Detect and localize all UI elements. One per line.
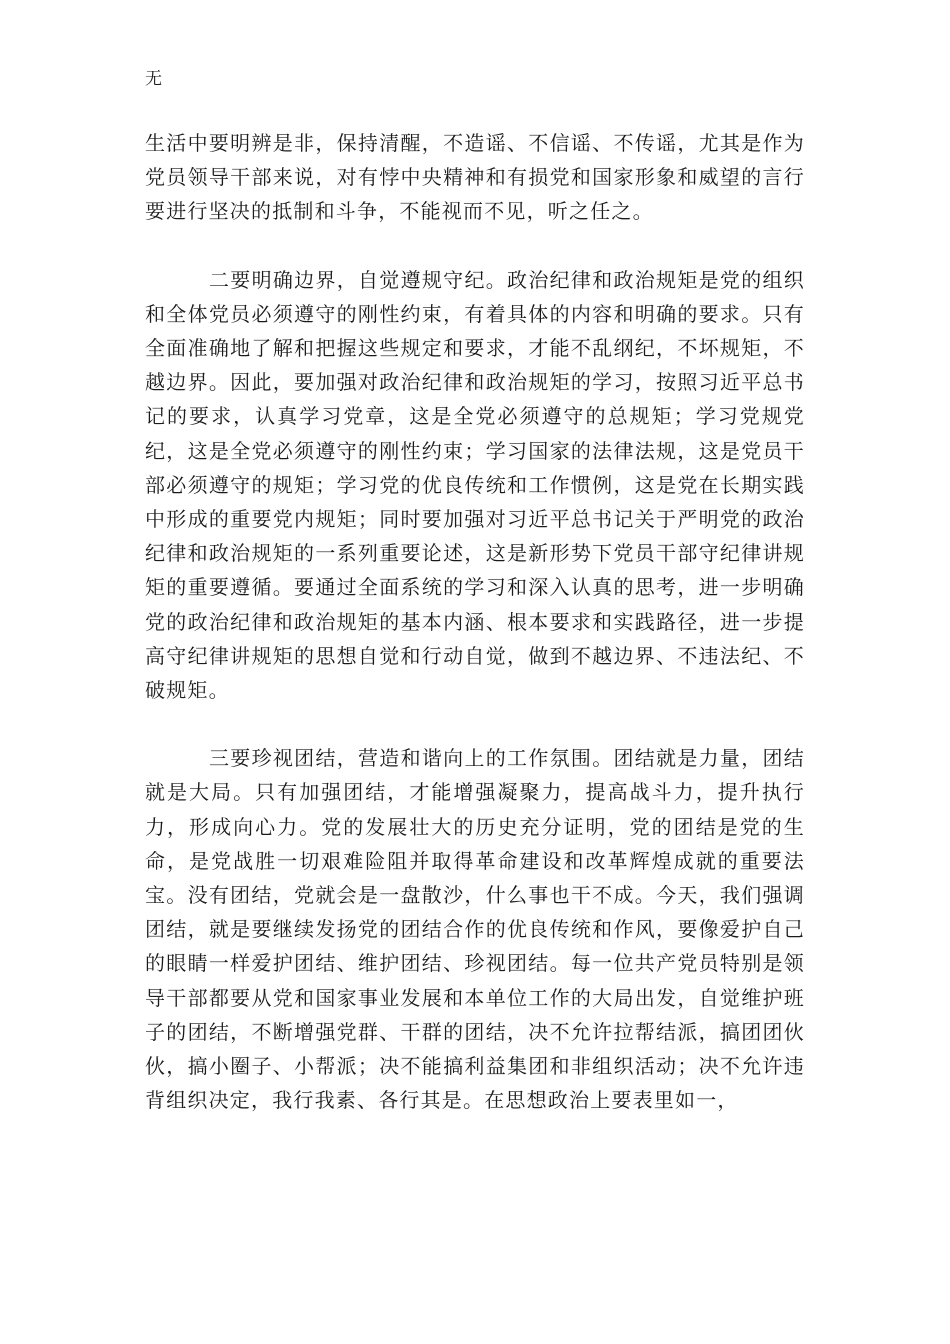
page-header: 无 [145, 69, 162, 89]
paragraph-1: 生活中要明辨是非，保持清醒，不造谣、不信谣、不传谣，尤其是作为党员领导干部来说，对有悖中央精神和有损党和国家形象和威望的言行要进行坚决的抵制和斗争，不能视而不见，听之任之。 [145, 131, 805, 224]
paragraph-3: 三要珍视团结，营造和谐向上的工作氛围。团结就是力量，团结就是大局。只有加强团结，才能增强凝聚力，提高战斗力，提升执行力，形成向心力。党的发展壮大的历史充分证明，党的团结是党的生命，是党战胜一切艰难险阻并取得革命建设和改革辉煌成就的重要法宝。没有团结，党就会是一盘散沙，什么事也干不成。今天，我们强调团结，就是要继续发扬党的团结合作的优良传统和作风，要像爱护自己的眼睛一样爱护团结、维护团结、珍视团结。每一位共产党员特别是领导干部都要从党和国家事业发展和本单位工作的大局出发，自觉维护班子的团结，不断增强党群、干群的团结，决不允许拉帮结派，搞团团伙伙，搞小圈子、小帮派；决不能搞利益集团和非组织活动；决不允许违背组织决定，我行我素、各行其是。在思想政治上要表里如一， [145, 746, 805, 1113]
document-body [145, 126, 805, 1117]
paragraph-2: 二要明确边界，自觉遵规守纪。政治纪律和政治规矩是党的组织和全体党员必须遵守的刚性约束，有着具体的内容和明确的要求。只有全面准确地了解和把握这些规定和要求，才能不乱纲纪，不坏规矩，不越边界。因此，要加强对政治纪律和政治规矩的学习，按照习近平总书记的要求，认真学习党章，这是全党必须遵守的总规矩；学习党规党纪，这是全党必须遵守的刚性约束；学习国家的法律法规，这是党员干部必须遵守的规矩；学习党的优良传统和工作惯例，这是党在长期实践中形成的重要党内规矩；同时要加强对习近平总书记关于严明党的政治纪律和政治规矩的一系列重要论述，这是新形势下党员干部守纪律讲规矩的重要遵循。要通过全面系统的学习和深入认真的思考，进一步明确党的政治纪律和政治规矩的基本内涵、根本要求和实践路径，进一步提高守纪律讲规矩的思想自觉和行动自觉，做到不越边界、不违法纪、不破规矩。 [145, 267, 805, 703]
